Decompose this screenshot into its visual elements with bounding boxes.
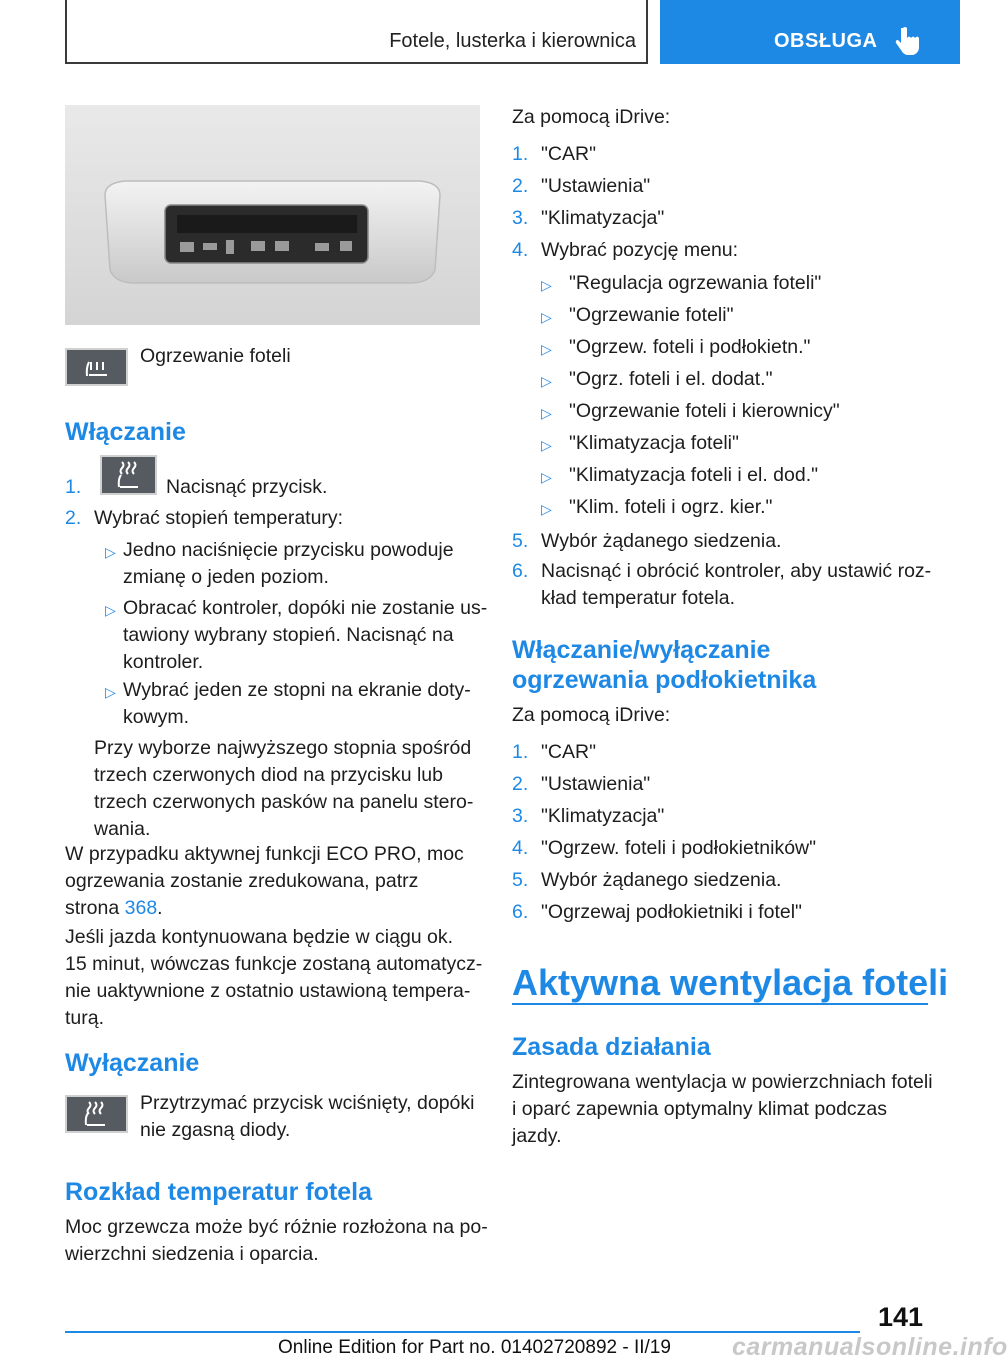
menu-option: "Ogrzewanie foteli i kierownicy" — [569, 400, 840, 422]
menu-path: "CAR" — [541, 741, 597, 763]
step-number: 6. — [512, 901, 529, 923]
seat-heating-icon — [65, 348, 128, 386]
eco-pro-paragraph: W przypadku aktywnej funkcji ECO PRO, moc ogrzewania zostanie zredukowana, patrz strona 368. — [65, 843, 464, 919]
step-number: 2. — [512, 175, 529, 197]
triangle-bullet-icon: ▷ — [105, 684, 116, 700]
step-text: Wybrać stopień temperatury: — [94, 507, 344, 529]
heading-active-seat-ventilation: Aktywna wentylacja foteli — [512, 962, 949, 1003]
seat-heating-button-icon — [100, 455, 157, 495]
step-number: 3. — [512, 207, 529, 229]
step-text: Wybór żądanego siedzenia. — [541, 869, 782, 891]
step-number: 4. — [512, 837, 529, 859]
menu-option: "Ogrzew. foteli i podłokietn." — [569, 336, 811, 358]
bullet-text: Wybrać jeden ze stopni na ekranie doty- kowym. — [123, 679, 471, 728]
heading-switch-off: Wyłączanie — [65, 1049, 200, 1077]
switch-off-text: Przytrzymać przycisk wciśnięty, dopóki nie zgasną diody. — [140, 1092, 475, 1141]
step-text: Wybór żądanego siedzenia. — [541, 530, 782, 552]
bullet-text: Jedno naciśnięcie przycisku powoduje zmianę o jeden poziom. — [123, 539, 454, 588]
climate-panel-photo — [65, 105, 480, 325]
heading-underline — [512, 1003, 928, 1005]
triangle-bullet-icon: ▷ — [541, 437, 552, 453]
seat-heating-button-icon — [65, 1095, 128, 1133]
seat-heating-caption: Ogrzewanie foteli — [140, 345, 291, 367]
step-text: Wybrać pozycję menu: — [541, 239, 739, 261]
edition-text: Online Edition for Part no. 01402720892 - II/19 — [278, 1337, 671, 1358]
step-text: Nacisnąć i obrócić kontroler, aby ustawić roz- kład temperatur fotela. — [541, 560, 932, 609]
watermark: carmanualsonline.info — [732, 1333, 1008, 1361]
triangle-bullet-icon: ▷ — [541, 277, 552, 293]
heading-armrest-heating: Włączanie/wyłączanie ogrzewania podłokietnika — [512, 636, 817, 694]
menu-path: "Ustawienia" — [541, 773, 651, 795]
bullet-text: Obracać kontroler, dopóki nie zostanie us- tawiony wybrany stopień. Nacisnąć na kontroler. — [123, 597, 488, 673]
triangle-bullet-icon: ▷ — [541, 501, 552, 517]
triangle-bullet-icon: ▷ — [541, 341, 552, 357]
menu-option: "Klim. foteli i ogrz. kier." — [569, 496, 773, 518]
chapter-tab-label: OBSŁUGA — [774, 30, 878, 52]
menu-option: "Ogrz. foteli i el. dodat." — [569, 368, 773, 390]
menu-option: "Ogrzewanie foteli" — [569, 304, 734, 326]
page-link[interactable]: 368 — [124, 897, 158, 919]
menu-path: "Ogrzew. foteli i podłokietników" — [541, 837, 817, 859]
step-number: 2. — [65, 507, 82, 529]
menu-path: "Klimatyzacja" — [541, 207, 665, 229]
section-title: Fotele, lusterka i kierownica — [389, 30, 636, 52]
triangle-bullet-icon: ▷ — [105, 602, 116, 618]
step-number: 4. — [512, 239, 529, 261]
heading-operating-principle: Zasada działania — [512, 1033, 711, 1061]
menu-option: "Regulacja ogrzewania foteli" — [569, 272, 822, 294]
heading-temperature-distribution: Rozkład temperatur fotela — [65, 1178, 373, 1206]
principle-text: Zintegrowana wentylacja w powierzchniach foteli i oparć zapewnia optymalny klimat podczas jazdy. — [512, 1071, 933, 1147]
menu-path: "CAR" — [541, 143, 597, 165]
menu-option: "Klimatyzacja foteli" — [569, 432, 739, 454]
menu-path: "Klimatyzacja" — [541, 805, 665, 827]
step-number: 5. — [512, 530, 529, 552]
note-paragraph: Przy wyborze najwyższego stopnia spośród trzech czerwonych diod na przycisku lub trzech czerwonych pasków na panelu stero- wania. — [94, 737, 474, 840]
idrive-intro: Za pomocą iDrive: — [512, 106, 671, 128]
triangle-bullet-icon: ▷ — [541, 469, 552, 485]
menu-path: "Ustawienia" — [541, 175, 651, 197]
pointing-hand-icon — [894, 26, 922, 56]
auto-paragraph: Jeśli jazda kontynuowana będzie w ciągu ok. 15 minut, wówczas funkcje zostaną automatycz- nie uaktywnione z ostatnio ustawioną tempera- turą. — [65, 926, 483, 1029]
heading-switch-on: Włączanie — [65, 418, 186, 446]
step-number: 1. — [65, 476, 82, 498]
step-text: Nacisnąć przycisk. — [166, 476, 328, 498]
triangle-bullet-icon: ▷ — [105, 544, 116, 560]
step-number: 5. — [512, 869, 529, 891]
triangle-bullet-icon: ▷ — [541, 309, 552, 325]
menu-path: "Ogrzewaj podłokietniki i fotel" — [541, 901, 802, 923]
menu-option: "Klimatyzacja foteli i el. dod." — [569, 464, 819, 486]
idrive-intro: Za pomocą iDrive: — [512, 704, 671, 726]
step-number: 6. — [512, 560, 529, 582]
distribution-text: Moc grzewcza może być różnie rozłożona na po- wierzchni siedzenia i oparcia. — [65, 1216, 488, 1265]
page-number: 141 — [878, 1302, 924, 1332]
triangle-bullet-icon: ▷ — [541, 373, 552, 389]
step-number: 3. — [512, 805, 529, 827]
triangle-bullet-icon: ▷ — [541, 405, 552, 421]
step-number: 2. — [512, 773, 529, 795]
step-number: 1. — [512, 143, 529, 165]
step-number: 1. — [512, 741, 529, 763]
